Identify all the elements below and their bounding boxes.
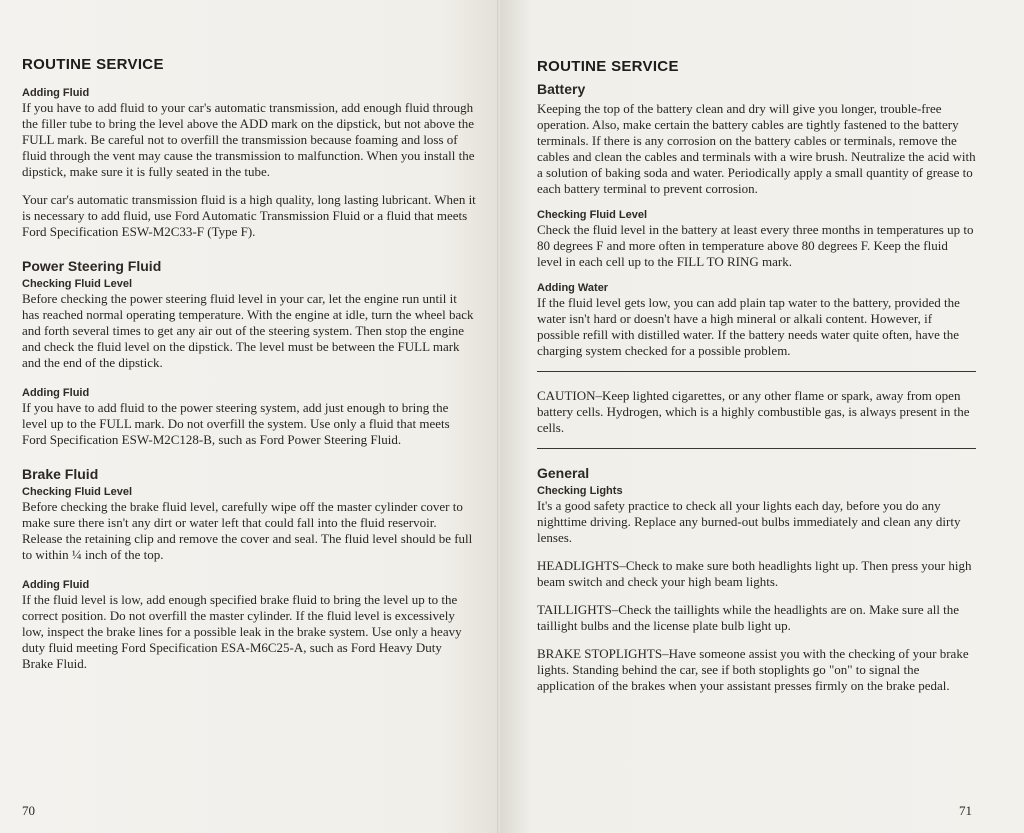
text-adding-water: If the fluid level gets low, you can add plain tap water to the battery, provided the water isn't hard or doesn't have a high mineral or alkali content. However, if possible refill with distilled water. If the battery needs water quite often, have the charging system checked for a possible problem. xyxy=(537,295,960,358)
left-page-header: ROUTINE SERVICE xyxy=(22,56,164,73)
heading-battery-checking-level: Checking Fluid Level xyxy=(537,209,648,221)
heading-brake-fluid: Brake Fluid xyxy=(22,466,99,482)
text-headlights: HEADLIGHTS–Check to make sure both headlights light up. Then press your high beam switch and check your high beam lights. xyxy=(537,558,972,589)
right-page-header: ROUTINE SERVICE xyxy=(537,58,679,75)
section-power-steering xyxy=(22,258,476,448)
heading-adding-water: Adding Water xyxy=(537,282,609,294)
text-taillights: TAILLIGHTS–Check the taillights while the headlights are on. Make sure all the taillight bulbs and the license plate bulb light up. xyxy=(537,602,960,633)
text-brake-checking: Before checking the brake fluid level, carefully wipe off the master cylinder cover to make sure there isn't any dirt or water left that could fall into the fluid reservoir. Release the retaining clip and remove the cover and seal. The fluid level should be full to within ¼ inch of the top. xyxy=(22,499,473,562)
text-checking-lights: It's a good safety practice to check all your lights each day, before you do any nighttime driving. Replace any burned-out bulbs immediately and clean any dirty lenses. xyxy=(537,498,961,545)
text-battery-care: Keeping the top of the battery clean and dry will give you longer, trouble-free operation. Also, make certain the battery cables are tightly fastened to the battery terminals. If there is any corrosion on the battery cables or terminals, remove the cables and clean the cables and terminals with a wire brush. Neutralize the acid with a solution of baking soda and water. Periodically apply a small quantity of grease to each battery terminal to prevent corrosion. xyxy=(537,101,976,196)
text-brake-adding: If the fluid level is low, add enough specified brake fluid to bring the level up to the correct position. Do not overfill the master cylinder. If the fluid level is excessively low, inspect the brake lines for a possible leak in the brake system. Use only a heavy duty fluid meeting Ford Specification ESA-M6C25-A, such as Ford Heavy Duty Brake Fluid. xyxy=(22,592,462,671)
text-transmission-fluid-spec: Your car's automatic transmission fluid is a high quality, long lasting lubricant. When it is necessary to add fluid, use Ford Automatic Transmission Fluid or a fluid that meets Ford Specification ESW-M2C33-F (Type F). xyxy=(22,192,476,239)
divider-bottom xyxy=(537,448,976,449)
heading-checking-lights: Checking Lights xyxy=(537,485,623,497)
heading-ps-adding-fluid: Adding Fluid xyxy=(22,387,90,399)
caution-text: CAUTION–Keep lighted cigarettes, or any other flame or spark, away from open battery cells. Hydrogen, which is a highly combustible gas, is always present in the cells. xyxy=(537,388,970,435)
section-brake-fluid xyxy=(22,466,476,672)
section-general xyxy=(537,465,976,694)
right-page-number: 71 xyxy=(959,803,972,818)
text-ps-adding: If you have to add fluid to the power steering system, add just enough to bring the level up to the FULL mark. Do not overfill the system. Use only a fluid that meets Ford Specification ESW-M2C128-B, such as Ford Power Steering Fluid. xyxy=(22,400,450,447)
left-page-number: 70 xyxy=(22,803,35,818)
text-ps-checking: Before checking the power steering fluid level in your car, let the engine run until it has reached normal operating temperature. With the engine at idle, turn the wheel back and forth several times to get any air out of the steering system. Then stop the engine and check the fluid level on the dipstick. The level must be between the FULL mark and the end of the dipstick. xyxy=(22,291,474,370)
right-page xyxy=(500,0,1024,833)
heading-power-steering-fluid: Power Steering Fluid xyxy=(22,258,162,274)
text-transmission-adding: If you have to add fluid to your car's automatic transmission, add enough fluid through the filler tube to bring the level above the ADD mark on the dipstick, but not above the FULL mark. Be careful not to overfill the transmission because foaming and loss of fluid through the vent may cause the transmission to malfunction. When you install the dipstick, make sure it is fully seated in the tube. xyxy=(22,100,475,179)
heading-general: General xyxy=(537,465,590,481)
text-battery-checking: Check the fluid level in the battery at least every three months in temperatures up to 80 degrees F and more often in temperature above 80 degrees F. Keep the fluid level in each cell up to the FILL TO RING mark. xyxy=(537,222,974,269)
left-page xyxy=(0,0,500,833)
heading-brake-adding-fluid: Adding Fluid xyxy=(22,579,90,591)
section-battery xyxy=(537,81,976,359)
text-brake-stoplights: BRAKE STOPLIGHTS–Have someone assist you with the checking of your brake lights. Standing behind the car, see if both stoplights go "on" to signal the application of the brakes when your assistant presses firmly on the brake pedal. xyxy=(537,646,969,693)
heading-adding-fluid-transmission: Adding Fluid xyxy=(22,87,90,99)
heading-battery: Battery xyxy=(537,81,586,97)
section-transmission-adding-fluid xyxy=(22,87,476,240)
heading-ps-checking-level: Checking Fluid Level xyxy=(22,278,133,290)
heading-brake-checking-level: Checking Fluid Level xyxy=(22,486,133,498)
divider-top xyxy=(537,371,976,372)
